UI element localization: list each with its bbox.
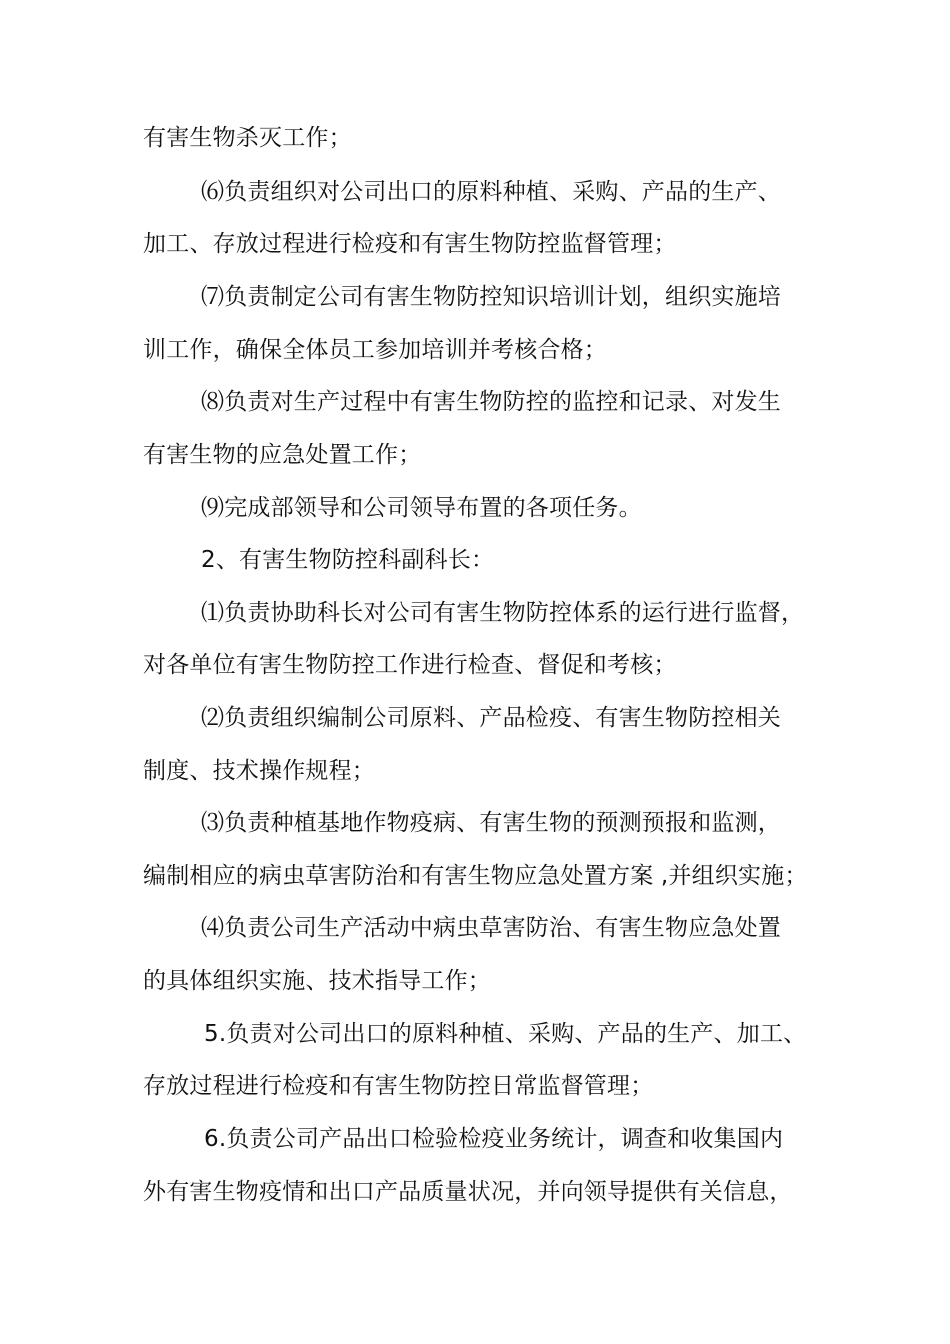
text-line: 对各单位有害生物防控工作进行检查、督促和考核； <box>143 652 677 678</box>
text-line: 编制相应的病虫草害防治和有害生物应急处置方案 ,并组织实施； <box>143 863 808 889</box>
text-line: 加工、存放过程进行检疫和有害生物防控监督管理； <box>143 231 677 257</box>
text-line: ⑺负责制定公司有害生物防控知识培训计划，组织实施培 <box>201 284 781 310</box>
text-line: ⑵负责组织编制公司原料、产品检疫、有害生物防控相关 <box>201 705 781 731</box>
text-line: 有害生物杀灭工作； <box>143 125 352 151</box>
text-line: ⑶负责种植基地作物疫病、有害生物的预测预报和监测， <box>201 810 781 836</box>
text-line: ⑷负责公司生产活动中病虫草害防治、有害生物应急处置 <box>201 915 781 941</box>
text-line: ⑼完成部领导和公司领导布置的各项任务。 <box>201 495 642 521</box>
text-line: ⑹负责组织对公司出口的原料种植、采购、产品的生产、 <box>201 179 781 205</box>
text-line: ⑻负责对生产过程中有害生物防控的监控和记录、对发生 <box>201 389 781 415</box>
text-line: 有害生物的应急处置工作； <box>143 442 422 468</box>
text-line: 存放过程进行检疫和有害生物防控日常监督管理； <box>143 1073 654 1099</box>
text-line: 外有害生物疫情和出口产品质量状况，并向领导提供有关信息， <box>143 1179 793 1205</box>
text-line: 2、有害生物防控科副科长： <box>201 547 495 573</box>
text-line: 训工作，确保全体员工参加培训并考核合格； <box>143 337 607 363</box>
text-line: 5.负责对公司出口的原料种植、采购、产品的生产、加工、 <box>204 1021 807 1047</box>
text-line: ⑴负责协助科长对公司有害生物防控体系的运行进行监督， <box>201 600 805 626</box>
text-line: 6.负责公司产品出口检验检疫业务统计，调查和收集国内 <box>204 1126 784 1152</box>
text-line: 制度、技术操作规程； <box>143 758 375 784</box>
text-line: 的具体组织实施、技术指导工作； <box>143 968 491 994</box>
